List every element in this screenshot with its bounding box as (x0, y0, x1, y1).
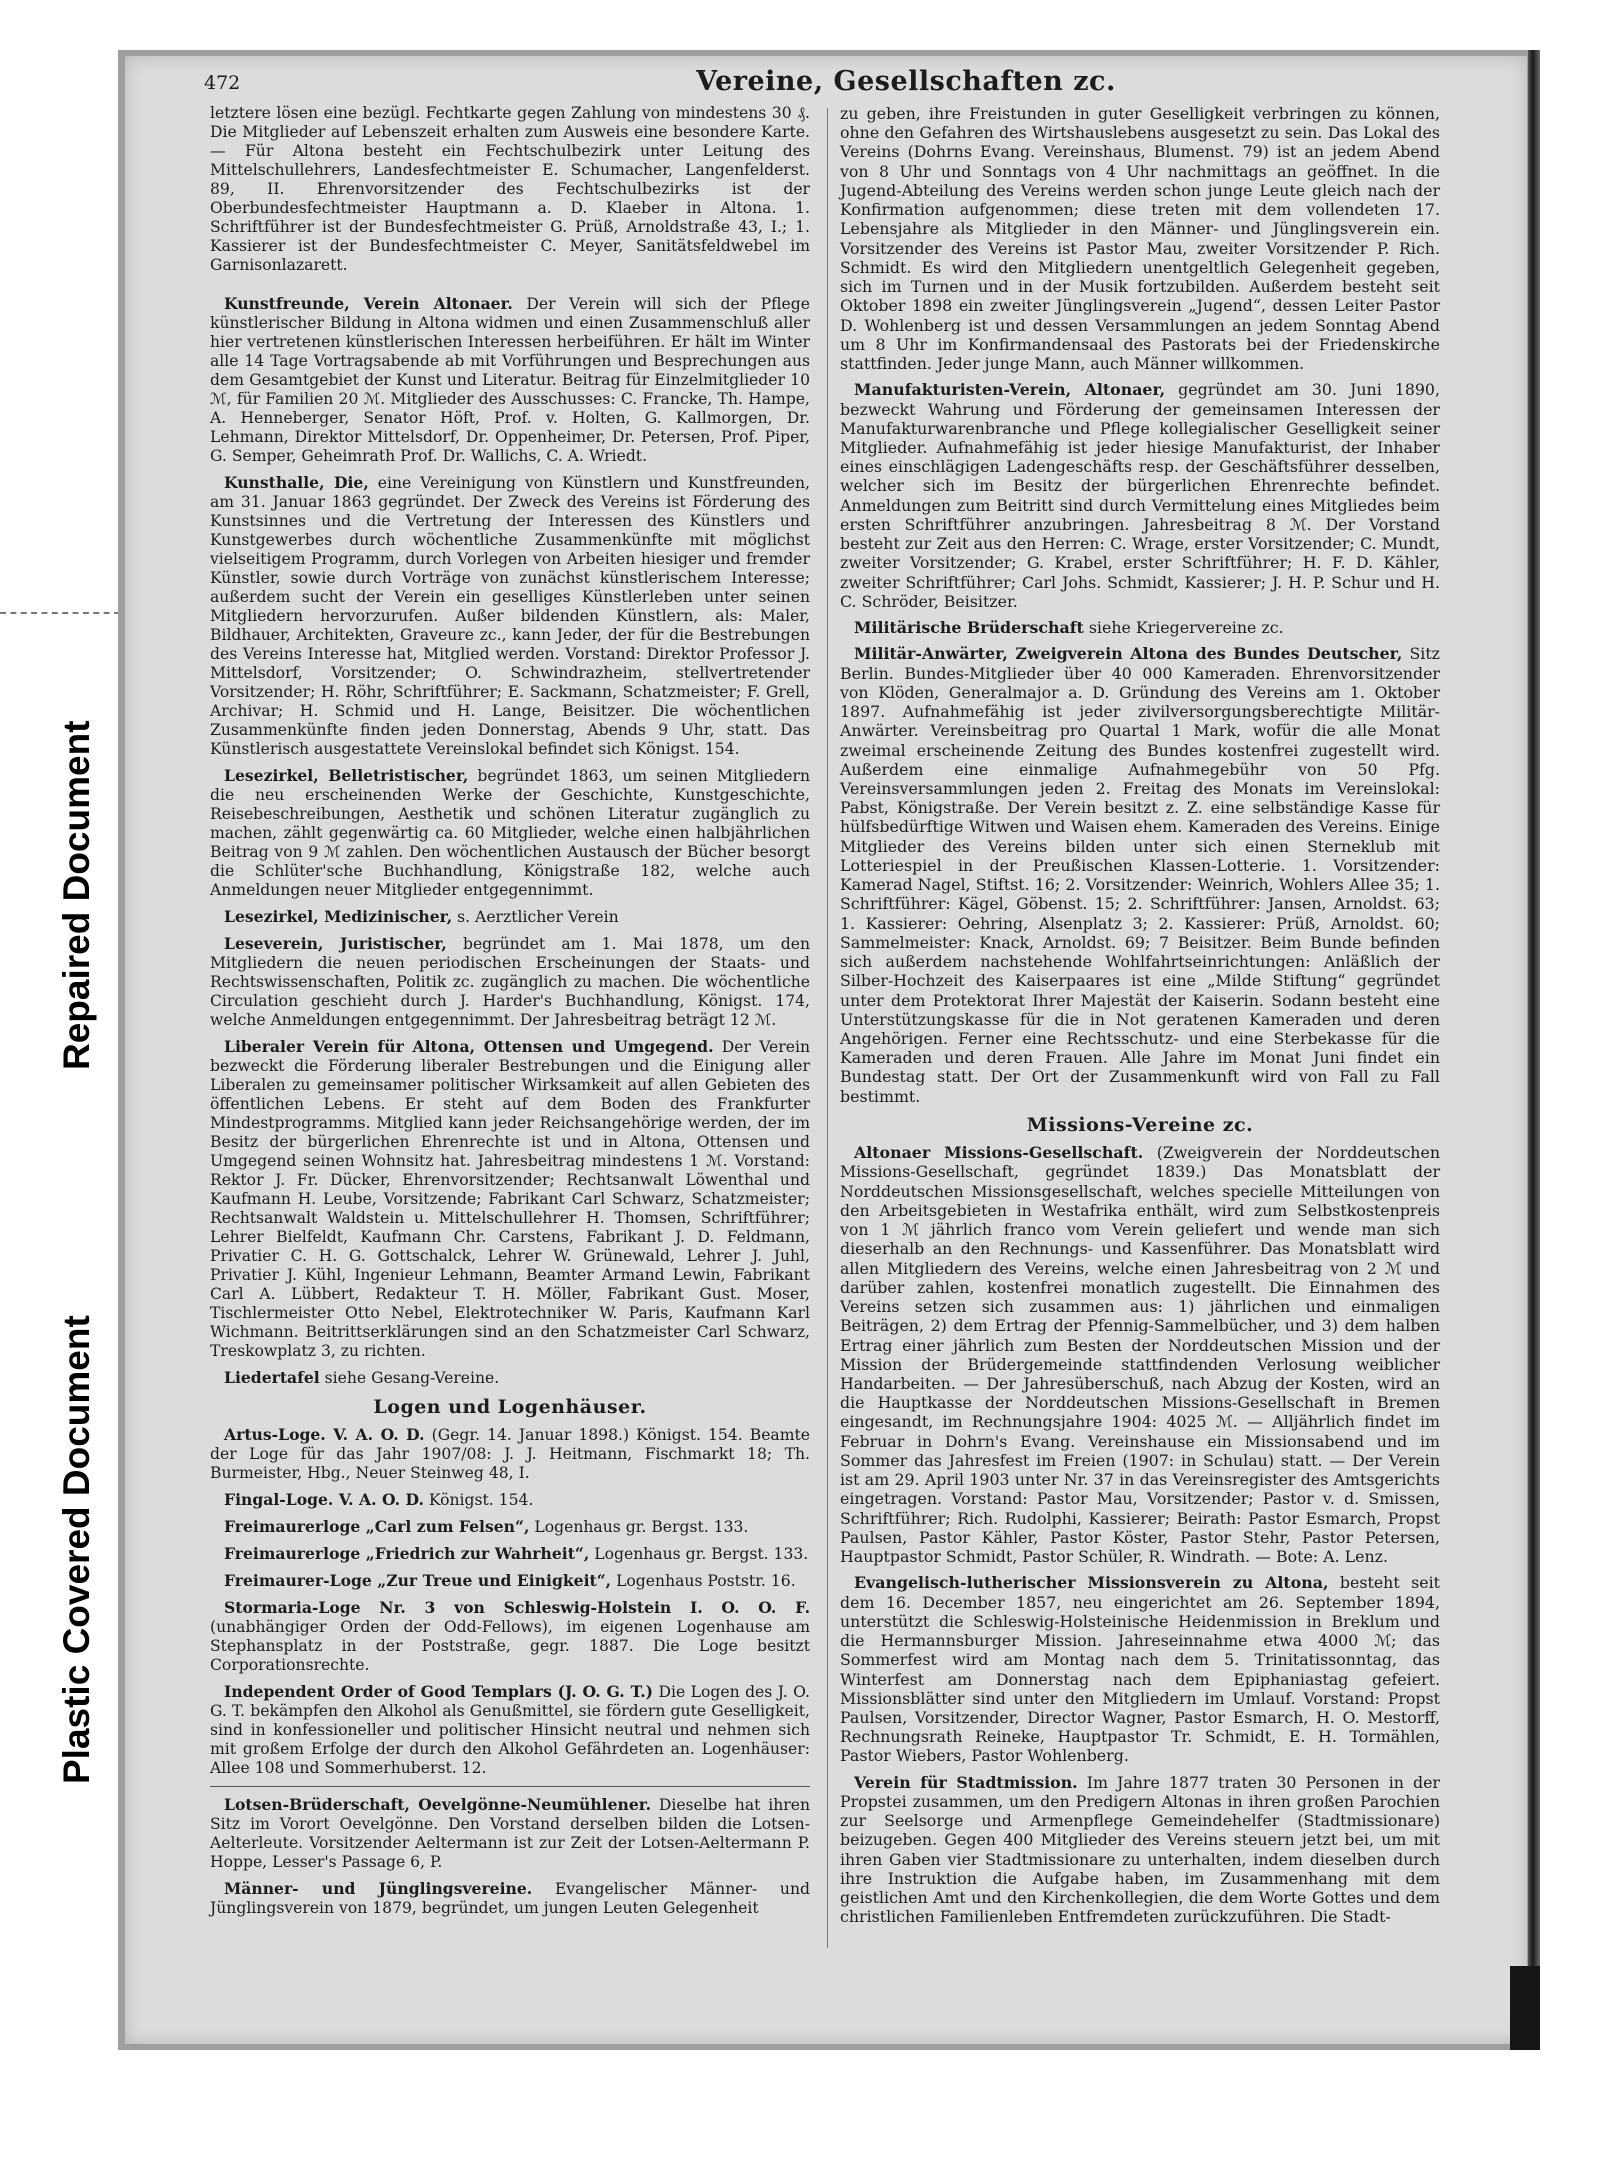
left-column (210, 104, 810, 1949)
cut-mark-dashed-line (0, 612, 120, 614)
entry-text: Evangelischer Männer- und Jünglingsverein von 1879, begründet, um jungen Leuten Gelegenheit (210, 1880, 811, 1917)
directory-entry (210, 1879, 810, 1918)
page-number: 472 (204, 72, 241, 94)
running-title: Vereine, Gesellschaften zc. (696, 66, 1116, 97)
entry-name: Liberaler Verein für Altona, Ottensen und Umgegend. (224, 1037, 714, 1056)
directory-entry (210, 1682, 810, 1778)
entry-text: Der Verein bezweckt die Förderung liberaler Bestrebungen und die Einigung aller Liberalen zu gemeinsamer politischer Wirksamkeit auf allen Gebieten des öffentlichen Lebens. Er steht auf dem Boden des Frankfurter Mindestprogramms. Mitglied kann jeder Reichsangehörige werden, der im Besitz der bürgerlichen Ehrenrechte ist und in Altona, Ottensen und Umgegend seinen Wohnsitz hat. Jahresbeitrag mindestens 1 ℳ. Vorstand: Rektor J. Fr. Dücker, Ehrenvorsitzender; Rechtsanwalt Löwenthal und Kaufmann H. Leube, Vorsitzende; Fabrikant Carl Schwarz, Schatzmeister; Rechtsanwalt Waldstein u. Mittelschullehrer H. Thomsen, Schriftführer; Lehrer Bielfeldt, Kaufmann Chr. Carstens, Fabrikant J. D. Feldmann, Privatier C. H. G. Gottschalck, Lehrer W. Grünewald, Lehrer J. Juhl, Privatier J. Kühl, Ingenieur Lehmann, Beamter Armand Lewin, Fabrikant Carl A. Lübbert, Redakteur T. H. Möller, Fabrikant Gust. Moser, Tischlermeister Otto Nebel, Elektrotechniker W. Paris, Kaufmann Karl Wichmann. Beitrittserklärungen sind an den Schatzmeister Carl Schwarz, Treskowplatz 3, zu richten. (210, 1038, 810, 1360)
entry-name: Stormaria-Loge Nr. 3 von Schleswig-Holstein I. O. O. F. (224, 1598, 810, 1617)
entry-name: Lesezirkel, Medizinischer, (224, 907, 453, 926)
entry-text: Logenhaus gr. Bergst. 133. (529, 1518, 749, 1536)
entry-text: (Gegr. 14. Januar 1898.) Königst. 154. Beamte der Loge für das Jahr 1907/08: J. J. Heitmann, Fischmarkt 18; Th. Burmeister, Hbg., Neuer Steinweg 48, I. (210, 1426, 811, 1482)
entry-name: Evangelisch-lutherischer Missionsverein zu Altona, (854, 1573, 1329, 1593)
entry-text: (Zweigverein der Norddeutschen Missions-Gesellschaft, gegründet 1839.) Das Monatsblatt der Norddeutschen Missionsgesellschaft, welches specielle Mitteilungen von den Arbeitsgebieten in Westafrika enthält, wird zum Selbstkostenpreis von 1 ℳ jährlich franco vom Verein geliefert und wende man sich dieserhalb an den Rechnungs- und Kassenführer. Das Monatsblatt wird allen Mitgliedern des Vereins, welche einen Jahresbeitrag von 2 ℳ und darüber zahlen, kostenfrei monatlich zugestellt. Die Einnahmen des Vereins setzen sich zusammen aus: 1) jährlichen und einmaligen Beiträgen, 2) dem Ertrag der Pfennig-Sammelbücher, und 3) dem halben Ertrag einer jährlich zum Besten der Norddeutschen Mission und der Mission der Brüdergemeinde stattfindenden Verlosung weiblicher Handarbeiten. — Der Jahresüberschuß, nach Abzug der Kosten, wird an die Hauptkasse der Norddeutschen Missions-Gesellschaft in Bremen eingesandt, im Rechnungsjahre 1904: 4025 ℳ. — Alljährlich findet im Februar in Dohrn's Evang. Vereinshause ein Missionsabend und im Sommer das Jahresfest im Freien (1907: in Schulau) statt. — Der Verein ist am 29. April 1903 unter Nr. 37 in das Vereinsregister des Amtsgerichts eingetragen. Vorstand: Pastor Mau, Vorsitzender; Pastor v. d. Smissen, Schriftführer; Rich. Rudolphi, Kassierer; Beirath: Pastor Esmarch, Propst Paulsen, Pastor Kähler, Pastor Köster, Pastor Stehr, Pastor Petersen, Hauptpastor Schmidt, Pastor Schüler, R. Windrath. — Bote: A. Lenz. (840, 1143, 1440, 1567)
entry-text: begründet am 1. Mai 1878, um den Mitgliedern die neuen periodischen Erscheinungen der Staats- und Rechtswissenschaften, Politik zc. zugänglich zu machen. Die wöchentliche Circulation geschieht durch J. Harder's Buchhandlung, Königst. 174, welche Anmeldungen entgegennimmt. Der Jahresbeitrag beträgt 12 ℳ. (210, 935, 810, 1029)
directory-entry (840, 380, 1440, 611)
column-divider (827, 108, 828, 1948)
directory-entry (210, 907, 810, 927)
entry-name: Freimaurerloge „Friedrich zur Wahrheit“, (224, 1544, 590, 1563)
entry-text: Die Logen des J. O. G. T. bekämpfen den Alkohol als Genußmittel, sie fördern gute Geselligkeit, sind in konfessioneller und politischer Hinsicht neutral und nehmen sich mit großem Erfolge der durch den Alkohol Gefährdeten an. Logenhäuser: Allee 108 und Sommerhuberst. 12. (210, 1683, 810, 1777)
entry-name: Manufakturisten-Verein, Altonaer, (854, 380, 1166, 400)
entry-name: Leseverein, Juristischer, (224, 934, 447, 953)
entry-name: Fingal-Loge. V. A. O. D. (224, 1490, 424, 1509)
directory-entry (210, 1425, 810, 1483)
entry-name: Verein für Stadtmission. (854, 1772, 1078, 1792)
entry-text: siehe Gesang-Vereine. (319, 1369, 500, 1387)
directory-entry (210, 1795, 810, 1872)
page-header (196, 66, 1456, 106)
directory-entry (210, 1598, 810, 1675)
entry-name: Freimaurerloge „Carl zum Felsen“, (224, 1517, 530, 1536)
entry-name: Männer- und Jünglingsvereine. (224, 1879, 533, 1898)
directory-entry (840, 1573, 1440, 1765)
entry-text: gegründet am 30. Juni 1890, bezweckt Wahrung und Förderung der gemeinsamen Interessen der Manufakturwarenbranche und Pflege kollegialischer Geselligkeit seiner Mitglieder. Aufnahmefähig ist jeder hiesige Manufakturist, der Inhaber eines einschlägigen Ladengeschäfts resp. der Geschäftsführer desselben, welcher sich im Besitz der bürgerlichen Ehrenrechte befindet. Anmeldungen zum Beitritt sind durch Vermittelung eines Mitgliedes beim ersten Schriftführer anzubringen. Jahresbeitrag 8 ℳ. Der Vorstand besteht zur Zeit aus den Herren: C. Wrage, erster Vorsitzender; C. Mundt, zweiter Vorsitzender; G. Krabel, erster Schriftführer; H. F. D. Kähler, zweiter Schriftführer; Carl Johs. Schmidt, Kassierer; J. H. P. Schur und H. C. Schröder, Beisitzer. (840, 380, 1440, 611)
entry-text: eine Vereinigung von Künstlern und Kunstfreunden, am 31. Januar 1863 gegründet. Der Zweck des Vereins ist Förderung des Kunstsinnes und die Vertretung der Interessen des Künstlers und Kunstgewerbes durch wöchentliche Zusammenkünfte mit möglichst vielseitigem Programm, durch Vorlegen von Arbeiten hiesiger und fremder Künstler, sowie durch Vorträge von zunächst künstlerischem Interesse; außerdem sucht der Verein ein geselliges Künstlerleben unter seinen Mitgliedern hervorzurufen. Außer bildenden Künstlern, als: Maler, Bildhauer, Architekten, Graveure zc., kann Jeder, der für die Bestrebungen des Vereins Interesse hat, Mitglied werden. Vorstand: Direktor Professor J. Mittelsdorf, Vorsitzender; O. Schwindrazheim, stellvertretender Vorsitzender; H. Röhr, Schriftführer; E. Sackmann, Schatzmeister; F. Grell, Archivar; H. Schmid und H. Lange, Beisitzer. Die wöchentlichen Zusammenkünfte finden jeden Donnerstag, Abends 9 Uhr, statt. Das Künstlerisch ausgestattete Vereinslokal befindet sich Königst. 154. (210, 474, 810, 758)
entry-name: Lesezirkel, Belletristischer, (224, 766, 469, 785)
repaired-document-label: Repaired Document (56, 720, 97, 1070)
entry-text: Logenhaus gr. Bergst. 133. (589, 1545, 809, 1563)
entry-text: Im Jahre 1877 traten 30 Personen in der Propstei zusammen, um den Predigern Altonas in ihren großen Parochien zur Seelsorge und Armenpflege Gemeindehelfer (Stadtmissionare) beizugeben. Gegen 400 Mitglieder des Vereins steuern jetzt bei, um mit ihren Gaben vier Stadtmissionare zu unterhalten, indem dieselben durch ihre Instruktion die Aufgabe haben, im Zusammenhang mit dem geistlichen Amt und den Kirchenkollegien, die dem Worte Gottes und dem christlichen Familienleben Entfremdeten zurückzuführen. Die Stadt- (840, 1772, 1440, 1927)
entry-text: Königst. 154. (423, 1491, 534, 1509)
directory-entry (210, 1544, 810, 1564)
horizontal-rule (210, 1786, 810, 1787)
directory-entry (840, 618, 1440, 637)
section-heading: Logen und Logenhäuser. (373, 1396, 647, 1418)
directory-entry (210, 294, 810, 466)
entry-name: Kunstfreunde, Verein Altonaer. (224, 294, 513, 313)
page-binding-edge (1528, 50, 1540, 2050)
continued-paragraph (840, 104, 1440, 373)
directory-entry (840, 644, 1440, 1106)
entry-text: Der Verein will sich der Pflege künstlerischer Bildung in Altona widmen und einen Zusammenschluß aller hier vertretenen künstlerischen Interessen herbeiführen. Er hält im Winter alle 14 Tage Vortragsabende ab mit Vorführungen und Besprechungen aus dem Gesamtgebiet der Kunst und Literatur. Beitrag für Einzelmitglieder 10 ℳ, für Familien 20 ℳ. Mitglieder des Ausschusses: C. Francke, Th. Hampe, A. Henneberger, Senator Höft, Prof. v. Holten, G. Kallmorgen, Dr. Lehmann, Direktor Mittelsdorf, Dr. Oppenheimer, Dr. Petersen, Prof. Piper, G. Semper, Geheimrath Prof. Dr. Wallichs, C. A. Wriedt. (210, 295, 810, 465)
entry-text: (unabhängiger Orden der Odd-Fellows), im eigenen Logenhause am Stephansplatz in der Poststraße, gegr. 1887. Die Loge besitzt Corporationsrechte. (210, 1618, 810, 1674)
entry-name: Militärische Brüderschaft (854, 618, 1084, 638)
directory-entry (840, 1773, 1440, 1927)
entry-name: Lotsen-Brüderschaft, Oevelgönne-Neumühlener. (224, 1795, 651, 1814)
entry-name: Liedertafel (224, 1368, 320, 1387)
directory-entry (210, 1368, 810, 1388)
right-column (840, 104, 1440, 1949)
entry-text: Dieselbe hat ihren Sitz im Vorort Oevelgönne. Den Vorstand derselben bilden die Lotsen-Aelterleute. Vorsitzender Aeltermann ist zur Zeit der Lotsen-Aeltermann P. Hoppe, Lesser's Passage 6, P. (210, 1796, 810, 1871)
spacer (210, 282, 810, 294)
directory-entry (210, 1517, 810, 1537)
entry-name: Militär-Anwärter, Zweigverein Altona des Bundes Deutscher, (854, 644, 1403, 664)
section-heading: Missions-Vereine zc. (1026, 1113, 1254, 1136)
entry-text: Sitz Berlin. Bundes-Mitglieder über 40 000 Kameraden. Ehrenvorsitzender von Klöden, Generalmajor a. D. Gründung des Vereins am 1. Oktober 1897. Aufnahmefähig ist jeder zivilversorgungsberechtigte Militär-Anwärter. Vereinsbeitrag pro Quartal 1 Mark, wofür die alle Monat zweimal erscheinende Zeitung des Bundes kostenfrei zugestellt wird. Außerdem eine einmalige Aufnahmegebühr von 50 Pfg. Vereinsversammlungen jeden 2. Freitag des Monats im Vereinslokal: Pabst, Königstraße. Der Verein besitzt z. Z. eine selbständige Kasse für hülfsbedürftige Witwen und Waisen ehem. Kameraden des Vereins. Einige Mitglieder des Vereins bilden unter sich einen Sterneklub mit Lotteriespiel in der Preußischen Klassen-Lotterie. 1. Vorsitzender: Kamerad Nagel, Stiftst. 16; 2. Vorsitzender: Weinrich, Wohlers Allee 35; 1. Schriftführer: Kägel, Göbenst. 15; 2. Schriftführer: Jansen, Arnoldst. 63; 1. Kassierer: Oehring, Alsenplatz 3; 2. Kassierer: Prüß, Arnoldst. 60; Sammelmeister: Knack, Arnoldst. 69; 7 Beisitzer. Beim Bunde befinden sich außerdem nachstehende Wohlfahrtseinrichtungen: Anläßlich der Silber-Hochzeit des Kaiserpaares ist eine „Milde Stiftung“ gegründet unter dem Protektorat Ihrer Majestät der Kaiserin. Sodann besteht eine Unterstützungskasse für die in Not geratenen Kameraden und deren Angehörigen. Ferner eine Rechtsschutz- und eine Sterbekasse für die Kameraden und deren Frauen. Alle Jahre im Monat Juni findet ein Bundestag statt. Der Ort der Zusammenkunft wird von Fall zu Fall bestimmt. (840, 644, 1440, 1106)
entry-text: zu geben, ihre Freistunden in guter Geselligkeit verbringen zu können, ohne den Gefahren des Wirtshauslebens ausgesetzt zu sein. Das Lokal des Vereins (Dohrns Evang. Vereinshaus, Blumenst. 79) ist an jedem Abend von 8 Uhr und Sonntags von 4 Uhr nachmittags an geöffnet. In die Jugend-Abteilung des Vereins werden schon junge Leute gleich nach der Konfirmation aufgenommen; diese treten mit dem vollendeten 17. Lebensjahre als Mitglieder in den Männer- und Jünglingsverein ein. Vorsitzender des Vereins ist Pastor Mau, zweiter Vorsitzender P. Rich. Schmidt. Es wird den Mitgliedern unentgeltlich Gelegenheit gegeben, sich im Turnen und in der Musik fortzubilden. Außerdem besteht seit Oktober 1898 ein zweiter Jünglingsverein „Jugend“, dessen Leiter Pastor D. Wohlenberg ist und dessen Versammlungen an jedem Sonntag Abend um 8 Uhr im Konfirmandensaal des Pastorats bei der Friedenskirche stattfinden. Jeder junge Mann, auch Männer willkommen. (840, 104, 1440, 374)
entry-text: besteht seit dem 16. December 1857, neu eingerichtet am 26. September 1894, unterstützt die Schleswig-Holsteinische Heidenmission in Breklum und die Hermannsburger Mission. Jahreseinnahme etwa 4000 ℳ; das Sommerfest wird am Montag nach dem 5. Trinitatissonntag, das Winterfest am Donnerstag nach dem Epiphaniastag gefeiert. Missionsblätter sind unter den Mitgliedern im Umlauf. Vorstand: Propst Paulsen, Vorsitzender, Director Wagner, Pastor Esmarch, H. O. Mestorff, Rechnungsrath Reineke, Hauptpastor Tr. Schmidt, E. H. Tormählen, Pastor Wiebers, Pastor Wohlenberg. (840, 1573, 1440, 1766)
continued-paragraph (210, 104, 810, 275)
entry-text: s. Aerztlicher Verein (452, 908, 619, 926)
entry-text: Logenhaus Poststr. 16. (611, 1572, 796, 1590)
directory-entry (210, 473, 810, 759)
entry-name: Altonaer Missions-Gesellschaft. (854, 1143, 1144, 1163)
entry-name: Freimaurer-Loge „Zur Treue und Einigkeit“, (224, 1571, 612, 1590)
entry-name: Independent Order of Good Templars (J. O. G. T.) (224, 1682, 654, 1701)
entry-text: siehe Kriegervereine zc. (1083, 618, 1284, 638)
page-corner-shadow (1510, 1966, 1540, 2050)
entry-text: begründet 1863, um seinen Mitgliedern die neu erscheinenden Werke der Geschichte, Kunstgeschichte, Reisebeschreibungen, Aesthetik und schönen Literatur zugänglich zu machen, zählt gegenwärtig ca. 60 Mitglieder, welche einen halbjährlichen Beitrag von 9 ℳ zahlen. Den wöchentlichen Austausch der Bücher besorgt die Schlüter'sche Buchhandlung, Königstraße 182, welche auch Anmeldungen neuer Mitglieder entgegennimmt. (210, 767, 810, 899)
directory-entry (210, 1037, 810, 1361)
directory-entry (210, 934, 810, 1030)
entry-text: letztere lösen eine bezügl. Fechtkarte gegen Zahlung von mindestens 30 ₰. Die Mitglieder auf Lebenszeit erhalten zum Ausweis eine besondere Karte. — Für Altona besteht ein Fechtschulbezirk unter Leitung des Mittelschullehrers, Landesfechtmeister E. Schumacher, Langenfelderst. 89, II. Ehrenvorsitzender des Fechtschulbezirks ist der Oberbundesfechtmeister Hauptmann a. D. Klaeber in Altona. 1. Schriftführer ist der Bundesfechtmeister G. Prüß, Arnoldstraße 43, I.; 1. Kassierer ist der Bundesfechtmeister C. Meyer, Sanitätsfeldwebel im Garnisonlazarett. (210, 104, 810, 274)
entry-name: Kunsthalle, Die, (224, 473, 369, 492)
directory-entry (840, 1143, 1440, 1566)
directory-entry (210, 766, 810, 900)
directory-entry (210, 1490, 810, 1510)
plastic-covered-document-label: Plastic Covered Document (56, 1315, 97, 1785)
entry-name: Artus-Loge. V. A. O. D. (224, 1425, 425, 1444)
directory-entry (210, 1571, 810, 1591)
